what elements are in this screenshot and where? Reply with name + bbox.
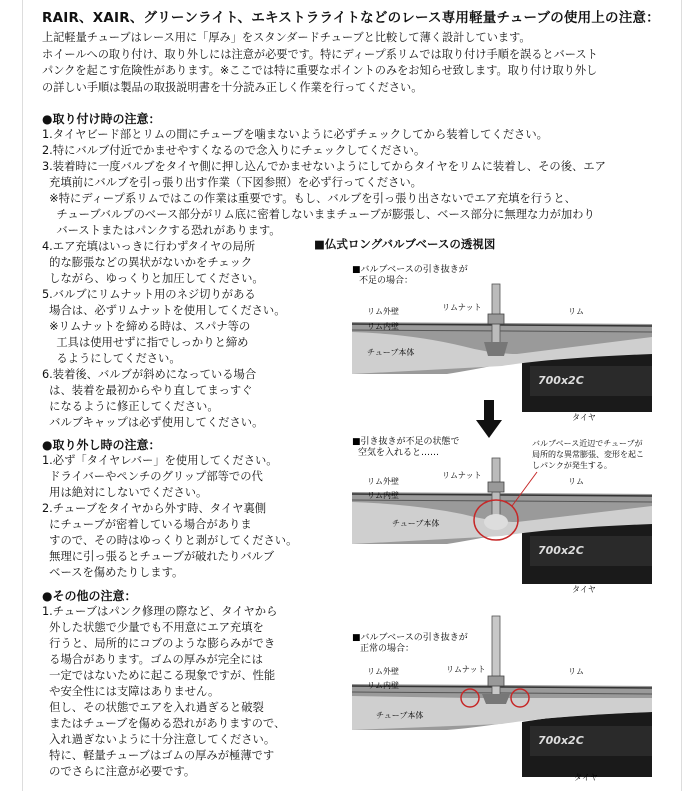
other-line: 入れ過ぎないように十分注意してください。 (42, 733, 276, 746)
install-line: 場合は、必ずリムナットを使用してください。 (42, 304, 286, 317)
removal-heading: ●取り外し時の注意： (42, 438, 161, 452)
install-line: 4.エア充填はいっきに行わずタイヤの局所 (42, 240, 256, 253)
other-line: のでさらに注意が必要です。 (42, 765, 196, 778)
removal-line: ドライバーやペンチのグリップ部等での代 (42, 470, 263, 483)
other-line: や安全性には支障はありません。 (42, 685, 220, 698)
tube-bulge (484, 514, 508, 530)
diagram-title: ■仏式ロングバルブベースの透視図 (314, 237, 496, 251)
other-line: 但し、その状態でエアを入れ過ぎると破裂 (42, 701, 264, 714)
other-line: 一定ではないために起こる現象ですが、性能 (42, 669, 276, 682)
label-tire: タイヤ (574, 773, 598, 782)
tire-print: 700x2C (538, 374, 584, 387)
label-rim-outer: リム外壁 (367, 477, 399, 486)
panel2-caption: ■引き抜きが不足の状態で (352, 437, 460, 447)
label-rim-outer: リム外壁 (367, 667, 399, 676)
install-line: ※特にディープ系リムではこの作業は重要です。もし、バルブを引っ張り出さないでエア充填を行うと、 (42, 192, 576, 205)
label-rim-inner: リム内壁 (367, 322, 399, 331)
install-line: バルブキャップは必ず使用してください。 (42, 416, 264, 429)
label-rim-nut: リムナット (446, 665, 486, 674)
label-tube: チューブ本体 (376, 711, 424, 720)
install-line: 的な膨張などの異状がないかをチェック (42, 256, 253, 269)
install-line: るようにしてください。 (42, 352, 181, 365)
install-heading: ●取り付け時の注意： (42, 112, 161, 126)
other-heading: ●その他の注意： (42, 589, 137, 603)
install-line: 3.装着時に一度バルブをタイヤ側に押し込んでかませないようにしてからタイヤをリムに装着し、その後、エア (42, 160, 606, 173)
rim-nut (488, 482, 504, 492)
other-line: 特に、軽量チューブはゴムの厚みが極薄です (42, 749, 275, 762)
panel1-caption: ■バルブベースの引き抜きが (352, 265, 468, 275)
other-line: 外した状態で少量でも不用意にエア充填を (42, 621, 264, 634)
intro-line: 上記軽量チューブはレース用に「厚み」をスタンダードチューブと比較して薄く設計しています。 (42, 31, 531, 44)
valve-base (484, 342, 508, 356)
diagram-panel-insufficient (352, 262, 652, 422)
removal-line: すので、その時はゆっくりと剥がしてください。 (42, 534, 298, 547)
label-rim-nut: リムナット (442, 471, 482, 480)
rim-nut (488, 676, 504, 686)
install-line: しながら、ゆっくりと加圧してください。 (42, 272, 264, 285)
install-line: ※リムナットを締める時は、スパナ等の (42, 320, 251, 333)
panel1-caption: 不足の場合： (359, 276, 414, 286)
label-rim-nut: リムナット (442, 303, 482, 312)
intro-line: の詳しい手順は製品の取扱説明書を十分読み正しく作業を行ってください。 (42, 80, 423, 94)
install-line: 1.タイヤビード部とリムの間にチューブを噛まないように必ずチェックしてから装着してください。 (42, 128, 548, 141)
label-rim: リム (568, 477, 584, 486)
install-line: チューブバルブのベース部分がリム底に密着しないままチューブが膨張し、ベース部分に無理な力が加わり (42, 208, 595, 221)
install-line: になるように修正してください。 (42, 400, 219, 413)
label-tube: チューブ本体 (392, 519, 440, 528)
other-line: る場合があります。ゴムの厚みが完全には (42, 653, 263, 666)
label-tire: タイヤ (572, 585, 596, 594)
valve-base (482, 694, 510, 704)
panel2-note: バルブベース近辺でチューブが (532, 439, 643, 448)
label-tire: タイヤ (572, 413, 596, 422)
diagram-panel-correct (352, 612, 662, 782)
label-rim: リム (568, 667, 584, 676)
install-line: 6.装着後、バルブが斜めになっている場合 (42, 368, 257, 381)
panel3-caption: ■バルブベースの引き抜きが (352, 633, 468, 643)
intro-line: ホイールへの取り付け、取り外しには注意が必要です。特にディープ系リムでは取り付け手順を誤るとバースト (42, 47, 598, 61)
removal-line: 用は絶対にしないでください。 (42, 486, 208, 499)
other-line: またはチューブを傷める恐れがありますので、 (42, 717, 286, 730)
removal-line: 1.必ず「タイヤレバー」を使用してください。 (42, 454, 278, 467)
label-tube: チューブ本体 (367, 348, 415, 357)
other-line: 行うと、局所的にコブのような膨らみができ (42, 637, 276, 650)
intro-paragraph (42, 30, 662, 96)
label-rim: リム (568, 307, 584, 316)
intro-line: パンクを起こす危険性があります。※ここでは特に重要なポイントのみをお知らせ致します。取り付け取り外し (42, 64, 598, 77)
removal-line: 無理に引っ張るとチューブが破れたりバルブ (42, 550, 275, 563)
install-line: バーストまたはパンクする恐れがあります。 (42, 224, 281, 237)
panel2-note: 局所的な異常膨張、変形を起こ (532, 450, 644, 459)
label-rim-outer: リム外壁 (367, 307, 399, 316)
install-line: 充填前にバルブを引っ張り出す作業（下図参照）を必ず行ってください。 (42, 176, 422, 189)
diagram-panel-inflated-insufficient (352, 434, 662, 594)
panel3-caption: 正常の場合： (360, 644, 415, 654)
rim-nut (488, 314, 504, 324)
removal-line: 2.チューブをタイヤから外す時、タイヤ裏側 (42, 502, 267, 515)
panel2-note: しパンクが発生する。 (532, 461, 612, 470)
install-line: 5.バルブにリムナット用のネジ切りがある (42, 288, 256, 301)
other-line: 1.チューブはパンク修理の際など、タイヤから (42, 605, 278, 618)
label-rim-inner: リム内壁 (367, 681, 399, 690)
install-line: 工具は使用せずに指でしっかりと締め (42, 336, 249, 349)
removal-line: ベースを傷めたりします。 (42, 566, 184, 579)
tire-print: 700x2C (538, 734, 584, 747)
install-line: 2.特にバルブ付近でかませやすくなるので念入りにチェックしてください。 (42, 144, 426, 157)
tire-print: 700x2C (538, 544, 584, 557)
install-line: は、装着を最初からやり直してまっすぐ (42, 384, 253, 397)
label-rim-inner: リム内壁 (367, 491, 399, 500)
panel2-caption: 空気を入れると…… (358, 448, 440, 458)
page-title: RAIR、XAIR、グリーンライト、エキストラライトなどのレース専用軽量チューブの使用上の注意： (42, 10, 660, 26)
removal-line: にチューブが密着している場合がありま (42, 518, 252, 531)
